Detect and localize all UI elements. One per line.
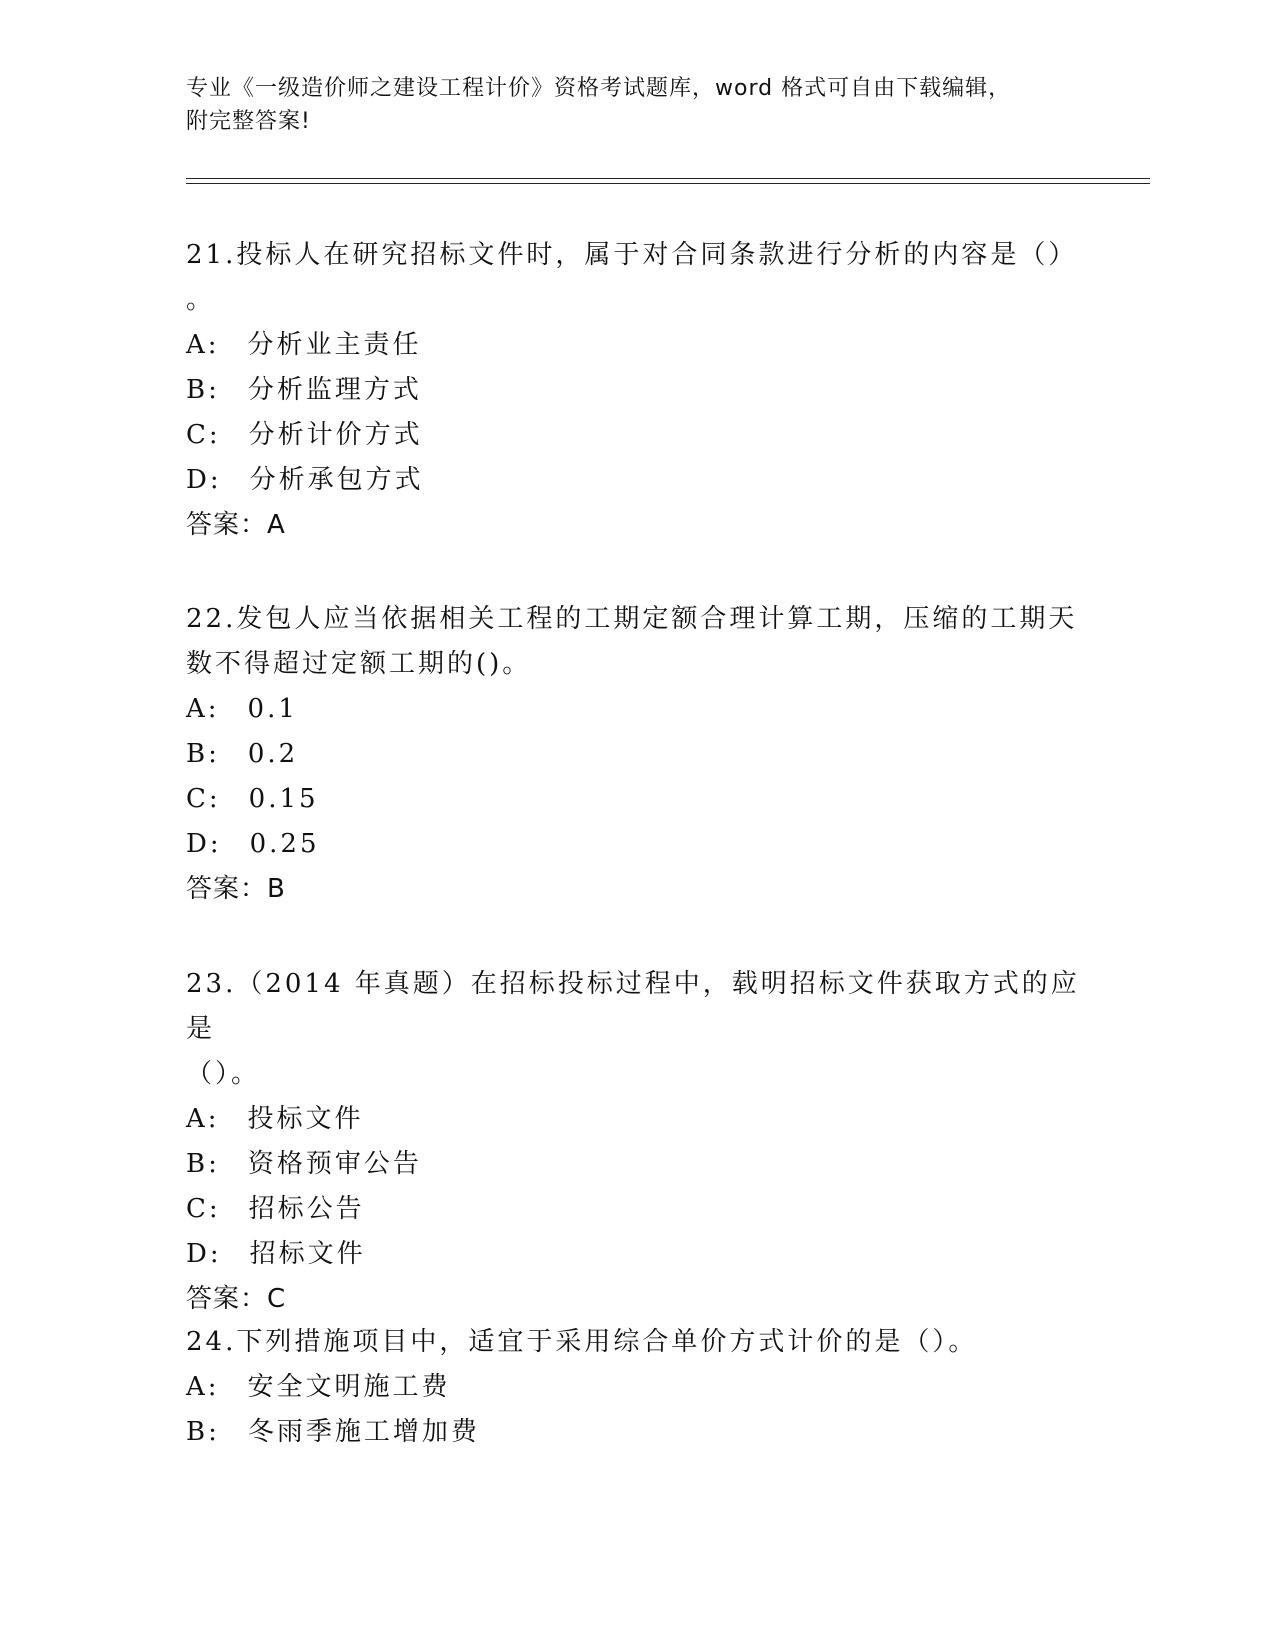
option-letter: C: <box>186 784 221 814</box>
option-letter: C: <box>186 1194 221 1224</box>
header-divider-top <box>186 178 1150 179</box>
question-stem: 21.投标人在研究招标文件时，属于对合同条款进行分析的内容是（） <box>186 240 1078 270</box>
option-text: 安全文明施工费 <box>247 1372 451 1402</box>
option-c <box>186 777 1086 822</box>
option-c <box>186 413 1086 458</box>
answer-line: 答案：C <box>186 1284 287 1314</box>
option-text: 分析计价方式 <box>248 420 423 450</box>
option-a <box>186 687 1086 732</box>
option-text: 0.25 <box>249 829 320 859</box>
answer-line: 答案：A <box>186 510 286 540</box>
option-letter: D: <box>186 465 222 495</box>
question-21 <box>186 233 1086 548</box>
option-text: 0.15 <box>248 784 319 814</box>
option-letter: A: <box>186 694 220 724</box>
option-letter: D: <box>186 1239 222 1269</box>
question-stem-continued: 数不得超过定额工期的()。 <box>186 649 532 679</box>
question-24 <box>186 1320 1086 1455</box>
question-stem: 23.（2014 年真题）在招标投标过程中，载明招标文件获取方式的应是 <box>186 969 1080 1044</box>
document-header <box>186 72 1086 138</box>
option-letter: A: <box>186 1104 220 1134</box>
option-b <box>186 1142 1086 1187</box>
option-d <box>186 458 1086 503</box>
option-text: 投标文件 <box>247 1104 364 1134</box>
option-text: 0.1 <box>247 694 298 724</box>
header-line-1: 专业《一级造价师之建设工程计价》资格考试题库，word 格式可自由下载编辑， <box>186 76 1012 101</box>
option-letter: B: <box>186 1417 220 1447</box>
question-stem: 24.下列措施项目中，适宜于采用综合单价方式计价的是（）。 <box>186 1327 978 1357</box>
option-text: 分析监理方式 <box>247 375 422 405</box>
option-text: 招标公告 <box>248 1194 365 1224</box>
option-b <box>186 368 1086 413</box>
question-22 <box>186 597 1086 912</box>
option-letter: A: <box>186 330 220 360</box>
question-stem-continued: 。 <box>186 285 216 315</box>
option-text: 招标文件 <box>249 1239 366 1269</box>
option-d <box>186 1232 1086 1277</box>
option-letter: D: <box>186 829 222 859</box>
header-divider-bottom <box>186 183 1150 184</box>
option-d <box>186 822 1086 867</box>
option-text: 资格预审公告 <box>247 1149 422 1179</box>
option-letter: B: <box>186 1149 220 1179</box>
option-c <box>186 1187 1086 1232</box>
option-letter: B: <box>186 375 220 405</box>
answer-line: 答案：B <box>186 874 286 904</box>
header-line-2: 附完整答案! <box>186 109 311 134</box>
option-b <box>186 1410 1086 1455</box>
option-text: 分析业主责任 <box>247 330 422 360</box>
question-23 <box>186 962 1086 1322</box>
option-text: 冬雨季施工增加费 <box>247 1417 480 1447</box>
option-letter: B: <box>186 739 220 769</box>
option-letter: A: <box>186 1372 220 1402</box>
option-b <box>186 732 1086 777</box>
question-stem-continued: （）。 <box>186 1059 261 1089</box>
option-letter: C: <box>186 420 221 450</box>
option-a <box>186 323 1086 368</box>
option-a <box>186 1097 1086 1142</box>
option-a <box>186 1365 1086 1410</box>
question-stem: 22.发包人应当依据相关工程的工期定额合理计算工期，压缩的工期天 <box>186 604 1078 634</box>
option-text: 0.2 <box>247 739 299 769</box>
option-text: 分析承包方式 <box>249 465 424 495</box>
